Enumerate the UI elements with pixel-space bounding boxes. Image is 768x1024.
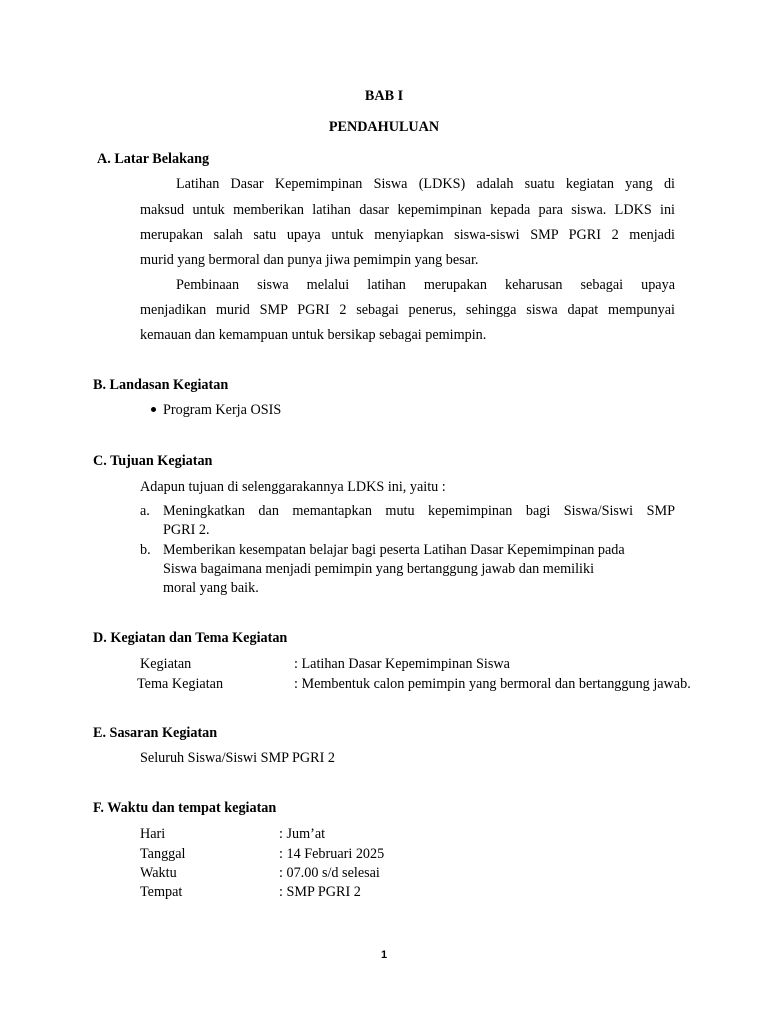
list-item-line: Siswa bagaimana menjadi pemimpin yang bertanggung jawab dan memiliki xyxy=(163,561,595,577)
list-item-line: PGRI 2. xyxy=(163,522,210,538)
page-title: PENDAHULUAN xyxy=(328,119,440,135)
list-marker: a. xyxy=(140,503,150,519)
section-f-heading: F. Waktu dan tempat kegiatan xyxy=(93,800,277,816)
paragraph-line: kemauan dan kemampuan untuk bersikap sebagai pemimpin. xyxy=(140,327,487,343)
paragraph-line: Pembinaan siswa melalui latihan merupakan keharusan sebagai upaya xyxy=(176,277,675,293)
paragraph-line: menjadikan murid SMP PGRI 2 sebagai penerus, sehingga siswa dapat mempunyai xyxy=(140,302,675,318)
field-value: : SMP PGRI 2 xyxy=(279,884,361,900)
list-marker: b. xyxy=(140,542,151,558)
field-label: Kegiatan xyxy=(140,656,192,672)
bullet-icon xyxy=(151,407,156,412)
field-value: : 07.00 s/d selesai xyxy=(279,865,380,881)
page-number: 1 xyxy=(380,949,388,961)
list-item-line: moral yang baik. xyxy=(163,580,259,596)
field-value: : Membentuk calon pemimpin yang bermoral dan bertanggung jawab. xyxy=(294,676,691,692)
field-label: Tanggal xyxy=(140,846,186,862)
field-label: Tempat xyxy=(140,884,183,900)
paragraph-line: murid yang bermoral dan punya jiwa pemimpin yang besar. xyxy=(140,252,479,268)
field-label: Waktu xyxy=(140,865,177,881)
paragraph-line: Latihan Dasar Kepemimpinan Siswa (LDKS) adalah suatu kegiatan yang di xyxy=(176,176,675,192)
paragraph-line: maksud untuk memberikan latihan dasar kepemimpinan kepada para siswa. LDKS ini xyxy=(140,202,675,218)
section-c-heading: C. Tujuan Kegiatan xyxy=(93,453,213,469)
field-label: Tema Kegiatan xyxy=(137,676,224,692)
field-value: : Latihan Dasar Kepemimpinan Siswa xyxy=(294,656,510,672)
field-value: : 14 Februari 2025 xyxy=(279,846,385,862)
chapter-heading: BAB I xyxy=(364,88,404,104)
list-item-line: Meningkatkan dan memantapkan mutu kepemimpinan bagi Siswa/Siswi SMP xyxy=(163,503,675,519)
bullet-item: Program Kerja OSIS xyxy=(163,402,282,418)
section-b-heading: B. Landasan Kegiatan xyxy=(93,377,229,393)
field-label: Hari xyxy=(140,826,166,842)
section-c-intro: Adapun tujuan di selenggarakannya LDKS ini, yaitu : xyxy=(140,479,446,495)
section-e-text: Seluruh Siswa/Siswi SMP PGRI 2 xyxy=(140,750,335,766)
list-item-line: Memberikan kesempatan belajar bagi peserta Latihan Dasar Kepemimpinan pada xyxy=(163,542,625,558)
paragraph-line: merupakan salah satu upaya untuk menyiapkan siswa-siswi SMP PGRI 2 menjadi xyxy=(140,227,675,243)
field-value: : Jum’at xyxy=(279,826,326,842)
section-d-heading: D. Kegiatan dan Tema Kegiatan xyxy=(93,630,288,646)
section-a-heading: A. Latar Belakang xyxy=(97,151,210,167)
section-e-heading: E. Sasaran Kegiatan xyxy=(93,725,218,741)
